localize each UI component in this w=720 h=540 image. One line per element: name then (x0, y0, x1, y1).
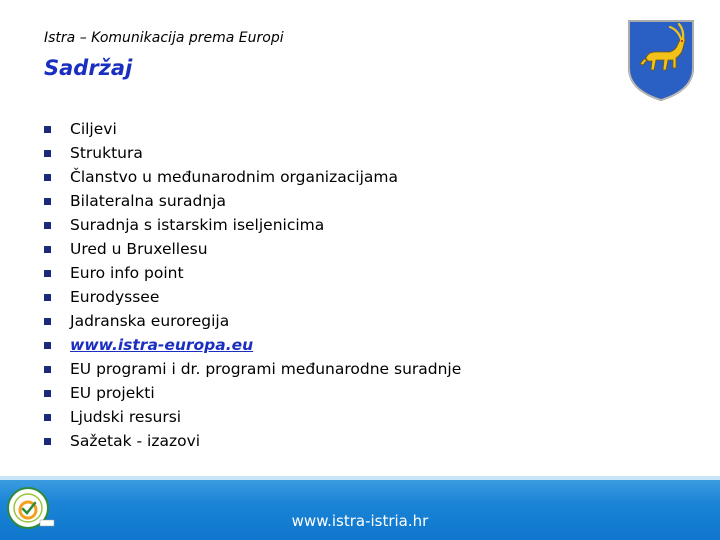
list-item-label: Ciljevi (70, 120, 117, 138)
square-bullet-icon (44, 150, 51, 157)
table-of-contents (44, 117, 461, 453)
list-item (44, 213, 461, 237)
square-bullet-icon (44, 174, 51, 181)
footer-website-link[interactable]: www.istra-istria.hr (291, 512, 429, 530)
list-item-label: Suradnja s istarskim iseljenicima (70, 216, 325, 234)
square-bullet-icon (44, 390, 51, 397)
square-bullet-icon (44, 294, 51, 301)
list-item (44, 429, 461, 453)
slide-subtitle: Istra – Komunikacija prema Europi (44, 30, 284, 46)
list-item (44, 261, 461, 285)
list-item (44, 237, 461, 261)
list-item-label: Sažetak - izazovi (70, 432, 201, 450)
list-item (44, 117, 461, 141)
list-item (44, 189, 461, 213)
square-bullet-icon (44, 438, 51, 445)
list-item (44, 285, 461, 309)
list-item-label: Euro info point (70, 264, 184, 282)
list-item-label: Članstvo u međunarodnim organizacijama (70, 168, 398, 186)
list-item-label: Jadranska euroregija (70, 312, 230, 330)
square-bullet-icon (44, 246, 51, 253)
list-item-label: Bilateralna suradnja (70, 192, 227, 210)
list-item (44, 165, 461, 189)
list-item (44, 309, 461, 333)
list-item-label: EU programi i dr. programi međunarodne suradnje (70, 360, 462, 378)
square-bullet-icon (44, 318, 51, 325)
list-item-label: Eurodyssee (70, 288, 160, 306)
list-item (44, 357, 461, 381)
square-bullet-icon (44, 366, 51, 373)
list-item (44, 405, 461, 429)
list-item-label: Ured u Bruxellesu (70, 240, 208, 258)
istria-goat-crest-icon (626, 18, 696, 102)
square-bullet-icon (44, 126, 51, 133)
website-link[interactable]: www.istra-europa.eu (70, 336, 254, 354)
list-item-label: EU projekti (70, 384, 155, 402)
page-title: Sadržaj (44, 56, 133, 80)
list-item (44, 333, 461, 357)
list-item (44, 141, 461, 165)
square-bullet-icon (44, 198, 51, 205)
square-bullet-icon (44, 222, 51, 229)
list-item-label: Ljudski resursi (70, 408, 182, 426)
square-bullet-icon (44, 414, 51, 421)
footer-band (0, 480, 720, 540)
square-bullet-icon (44, 270, 51, 277)
list-item-label: Struktura (70, 144, 143, 162)
list-item (44, 381, 461, 405)
square-bullet-icon (44, 342, 51, 349)
